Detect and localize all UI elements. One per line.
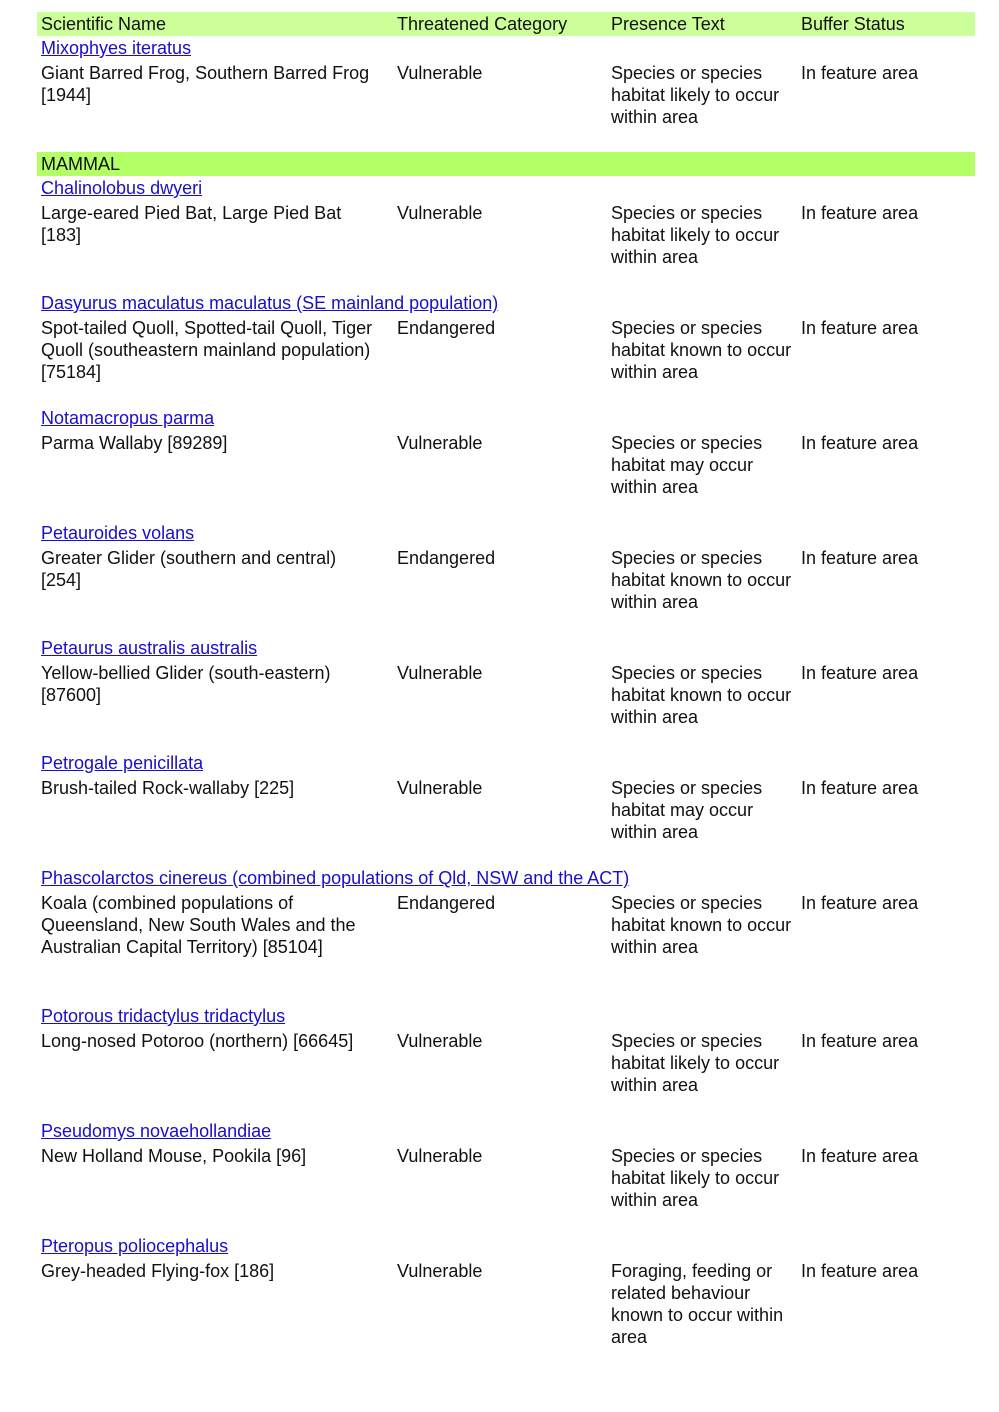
- common-name: Spot-tailed Quoll, Spotted-tail Quoll, Tiger Quoll (southeastern mainland population) [75184]: [41, 318, 373, 382]
- species-link[interactable]: Petrogale penicillata: [41, 753, 204, 773]
- section-header-mammal: [37, 152, 975, 176]
- presence-text: Species or species habitat known to occur within area: [611, 548, 792, 612]
- threatened-category: Vulnerable: [397, 203, 483, 223]
- common-name: Grey-headed Flying-fox [186]: [41, 1261, 275, 1281]
- presence-text: Species or species habitat may occur within area: [611, 778, 763, 842]
- buffer-status: In feature area: [801, 203, 919, 223]
- threatened-category: Vulnerable: [397, 1146, 483, 1166]
- common-name: Greater Glider (southern and central) [254]: [41, 548, 337, 590]
- species-link[interactable]: Notamacropus parma: [41, 408, 215, 428]
- presence-text: Species or species habitat may occur within area: [611, 433, 763, 497]
- presence-text: Species or species habitat known to occur within area: [611, 318, 792, 382]
- threatened-category: Endangered: [397, 548, 496, 568]
- threatened-category: Vulnerable: [397, 1261, 483, 1281]
- header-presence-text: Presence Text: [611, 14, 725, 34]
- threatened-category: Endangered: [397, 893, 496, 913]
- threatened-category: Vulnerable: [397, 63, 483, 83]
- common-name: New Holland Mouse, Pookila [96]: [41, 1146, 307, 1166]
- common-name: Parma Wallaby [89289]: [41, 433, 228, 453]
- buffer-status: In feature area: [801, 548, 919, 568]
- buffer-status: In feature area: [801, 1146, 919, 1166]
- species-link[interactable]: Petauroides volans: [41, 523, 195, 543]
- species-link[interactable]: Potorous tridactylus tridactylus: [41, 1006, 286, 1026]
- threatened-category: Vulnerable: [397, 778, 483, 798]
- presence-text: Foraging, feeding or related behaviour known to occur within area: [611, 1261, 784, 1347]
- buffer-status: In feature area: [801, 893, 919, 913]
- buffer-status: In feature area: [801, 63, 919, 83]
- species-link[interactable]: Pteropus poliocephalus: [41, 1236, 229, 1256]
- common-name: Large-eared Pied Bat, Large Pied Bat [183]: [41, 203, 342, 245]
- species-link[interactable]: Pseudomys novaehollandiae: [41, 1121, 272, 1141]
- buffer-status: In feature area: [801, 1261, 919, 1281]
- presence-text: Species or species habitat likely to occur within area: [611, 203, 780, 267]
- species-link[interactable]: Chalinolobus dwyeri: [41, 178, 203, 198]
- buffer-status: In feature area: [801, 778, 919, 798]
- threatened-category: Vulnerable: [397, 663, 483, 683]
- presence-text: Species or species habitat likely to occur within area: [611, 1146, 780, 1210]
- table-header: [37, 12, 975, 36]
- threatened-category: Endangered: [397, 318, 496, 338]
- species-link[interactable]: Petaurus australis australis: [41, 638, 258, 658]
- common-name: Koala (combined populations of Queensland, New South Wales and the Australian Capital Territory) [85104]: [41, 893, 356, 957]
- species-link[interactable]: Mixophyes iteratus: [41, 38, 192, 58]
- common-name: Giant Barred Frog, Southern Barred Frog [1944]: [41, 63, 370, 105]
- species-link[interactable]: Phascolarctos cinereus (combined populations of Qld, NSW and the ACT): [41, 868, 630, 888]
- species-link[interactable]: Dasyurus maculatus maculatus (SE mainland population): [41, 293, 499, 313]
- presence-text: Species or species habitat known to occur within area: [611, 893, 792, 957]
- buffer-status: In feature area: [801, 1031, 919, 1051]
- section-label: MAMMAL: [41, 154, 121, 174]
- presence-text: Species or species habitat likely to occur within area: [611, 1031, 780, 1095]
- buffer-status: In feature area: [801, 663, 919, 683]
- common-name: Yellow-bellied Glider (south-eastern) [87600]: [41, 663, 331, 705]
- presence-text: Species or species habitat known to occur within area: [611, 663, 792, 727]
- header-buffer-status: Buffer Status: [801, 14, 905, 34]
- common-name: Long-nosed Potoroo (northern) [66645]: [41, 1031, 354, 1051]
- presence-text: Species or species habitat likely to occur within area: [611, 63, 780, 127]
- threatened-category: Vulnerable: [397, 1031, 483, 1051]
- header-threatened-category: Threatened Category: [397, 14, 568, 34]
- header-scientific-name: Scientific Name: [41, 14, 167, 34]
- buffer-status: In feature area: [801, 433, 919, 453]
- buffer-status: In feature area: [801, 318, 919, 338]
- threatened-category: Vulnerable: [397, 433, 483, 453]
- common-name: Brush-tailed Rock-wallaby [225]: [41, 778, 295, 798]
